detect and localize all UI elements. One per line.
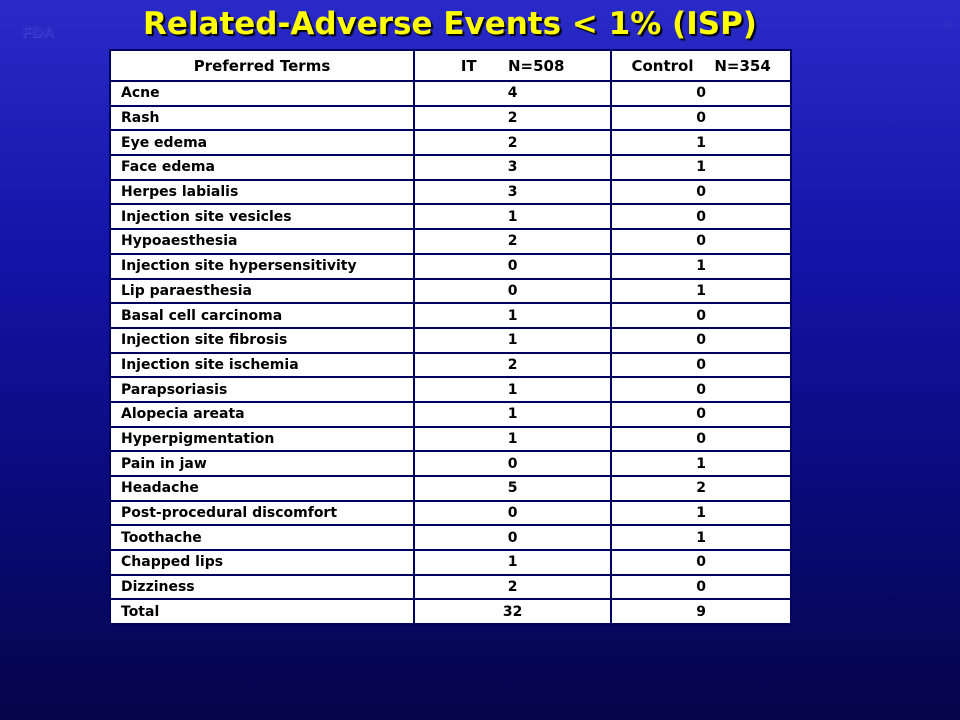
table-header-row bbox=[110, 50, 791, 81]
cell-it-count: 0 bbox=[414, 525, 611, 550]
cell-control-count: 0 bbox=[611, 427, 791, 452]
cell-it-count: 1 bbox=[414, 427, 611, 452]
cell-preferred-term: Injection site hypersensitivity bbox=[110, 254, 414, 279]
cell-preferred-term: Eye edema bbox=[110, 130, 414, 155]
cell-preferred-term: Headache bbox=[110, 476, 414, 501]
cell-it-count: 32 bbox=[414, 599, 611, 624]
table-row bbox=[110, 155, 791, 180]
cell-preferred-term: Alopecia areata bbox=[110, 402, 414, 427]
table-row bbox=[110, 377, 791, 402]
cell-control-count: 2 bbox=[611, 476, 791, 501]
cell-control-count: 0 bbox=[611, 377, 791, 402]
cell-control-count: 1 bbox=[611, 501, 791, 526]
cell-it-count: 2 bbox=[414, 229, 611, 254]
table-row bbox=[110, 204, 791, 229]
cell-control-count: 1 bbox=[611, 130, 791, 155]
cell-preferred-term: Parapsoriasis bbox=[110, 377, 414, 402]
cell-it-count: 1 bbox=[414, 550, 611, 575]
cell-control-count: 0 bbox=[611, 575, 791, 600]
table-row bbox=[110, 599, 791, 624]
cell-it-count: 1 bbox=[414, 303, 611, 328]
cell-preferred-term: Face edema bbox=[110, 155, 414, 180]
cell-control-count: 9 bbox=[611, 599, 791, 624]
slide-title: Related-Adverse Events < 1% (ISP) bbox=[143, 6, 757, 42]
table-row bbox=[110, 525, 791, 550]
cell-preferred-term: Injection site ischemia bbox=[110, 353, 414, 378]
cell-preferred-term: Rash bbox=[110, 106, 414, 131]
cell-preferred-term: Injection site fibrosis bbox=[110, 328, 414, 353]
cell-control-count: 1 bbox=[611, 155, 791, 180]
cell-it-count: 3 bbox=[414, 180, 611, 205]
table-body bbox=[110, 81, 791, 624]
cell-control-count: 1 bbox=[611, 525, 791, 550]
cell-preferred-term: Hypoaesthesia bbox=[110, 229, 414, 254]
table-row bbox=[110, 303, 791, 328]
table-row bbox=[110, 402, 791, 427]
table-row bbox=[110, 229, 791, 254]
header-control-group: Control N=354 bbox=[611, 50, 791, 81]
cell-preferred-term: Lip paraesthesia bbox=[110, 279, 414, 304]
header-preferred-terms: Preferred Terms bbox=[110, 50, 414, 81]
cell-preferred-term: Total bbox=[110, 599, 414, 624]
cell-control-count: 0 bbox=[611, 229, 791, 254]
cell-preferred-term: Herpes labialis bbox=[110, 180, 414, 205]
cell-it-count: 2 bbox=[414, 130, 611, 155]
table-row bbox=[110, 476, 791, 501]
header-it-group: IT N=508 bbox=[414, 50, 611, 81]
cell-control-count: 0 bbox=[611, 81, 791, 106]
cell-it-count: 2 bbox=[414, 353, 611, 378]
cell-control-count: 0 bbox=[611, 353, 791, 378]
cell-preferred-term: Toothache bbox=[110, 525, 414, 550]
cell-it-count: 0 bbox=[414, 451, 611, 476]
cell-it-count: 1 bbox=[414, 377, 611, 402]
cell-control-count: 0 bbox=[611, 204, 791, 229]
table-row bbox=[110, 130, 791, 155]
table-row bbox=[110, 353, 791, 378]
table-row bbox=[110, 427, 791, 452]
cell-it-count: 2 bbox=[414, 106, 611, 131]
cell-control-count: 1 bbox=[611, 279, 791, 304]
adverse-events-table bbox=[109, 49, 792, 625]
cell-control-count: 0 bbox=[611, 550, 791, 575]
cell-it-count: 1 bbox=[414, 402, 611, 427]
cell-preferred-term: Basal cell carcinoma bbox=[110, 303, 414, 328]
cell-it-count: 2 bbox=[414, 575, 611, 600]
fda-logo: FDA bbox=[22, 24, 55, 41]
slide-number: 46 bbox=[940, 20, 952, 31]
cell-it-count: 1 bbox=[414, 328, 611, 353]
table-row bbox=[110, 106, 791, 131]
cell-control-count: 0 bbox=[611, 328, 791, 353]
cell-it-count: 0 bbox=[414, 279, 611, 304]
cell-preferred-term: Hyperpigmentation bbox=[110, 427, 414, 452]
table-row bbox=[110, 451, 791, 476]
cell-control-count: 1 bbox=[611, 254, 791, 279]
cell-preferred-term: Post-procedural discomfort bbox=[110, 501, 414, 526]
cell-preferred-term: Injection site vesicles bbox=[110, 204, 414, 229]
table-row bbox=[110, 254, 791, 279]
table-row bbox=[110, 501, 791, 526]
cell-it-count: 3 bbox=[414, 155, 611, 180]
table-row bbox=[110, 328, 791, 353]
cell-control-count: 0 bbox=[611, 180, 791, 205]
cell-it-count: 1 bbox=[414, 204, 611, 229]
cell-it-count: 0 bbox=[414, 254, 611, 279]
cell-control-count: 0 bbox=[611, 402, 791, 427]
table-row bbox=[110, 180, 791, 205]
table-row bbox=[110, 575, 791, 600]
cell-control-count: 1 bbox=[611, 451, 791, 476]
cell-preferred-term: Acne bbox=[110, 81, 414, 106]
cell-preferred-term: Dizziness bbox=[110, 575, 414, 600]
cell-it-count: 0 bbox=[414, 501, 611, 526]
table-row bbox=[110, 81, 791, 106]
cell-it-count: 5 bbox=[414, 476, 611, 501]
table-row bbox=[110, 550, 791, 575]
table-row bbox=[110, 279, 791, 304]
cell-it-count: 4 bbox=[414, 81, 611, 106]
cell-preferred-term: Chapped lips bbox=[110, 550, 414, 575]
cell-control-count: 0 bbox=[611, 106, 791, 131]
cell-control-count: 0 bbox=[611, 303, 791, 328]
cell-preferred-term: Pain in jaw bbox=[110, 451, 414, 476]
